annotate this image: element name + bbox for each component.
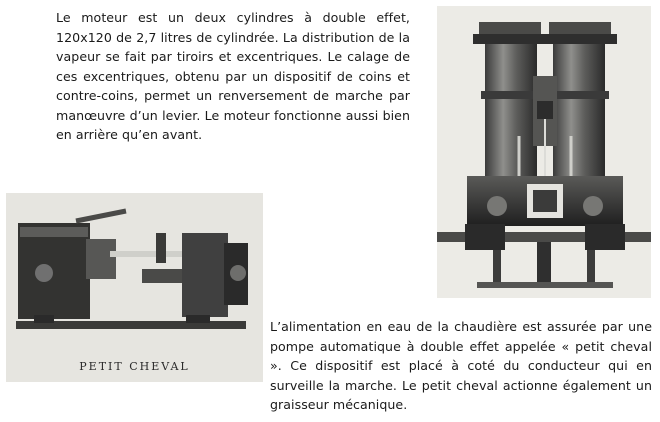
pump-caption: PETIT CHEVAL (79, 360, 190, 373)
twin-cylinder-engine-photo (437, 6, 651, 298)
engine-description-text: Le moteur est un deux cylindres à double effet, 120x120 de 2,7 litres de cylindrée. La distribution de la vapeur se fait par tiroirs et excentriques. Le calage de ces excentriques, obtenu par un dispositif de coins et contre-coins, permet un renversement de marche par manœuvre d’un levier. Le moteur fonctionne aussi bien en arrière qu’en avant. (56, 10, 410, 142)
pump-illustration (6, 193, 263, 353)
pump-description-paragraph (270, 317, 652, 415)
engine-illustration (437, 6, 651, 298)
petit-cheval-pump-photo (6, 193, 263, 382)
pump-description-text: L’alimentation en eau de la chaudière est assurée par une pompe automatique à double effet appelée « petit cheval ». Ce dispositif est placé à coté du conducteur qui en surveille la marche. Le petit cheval actionne également un graisseur mécanique. (270, 319, 652, 412)
engine-description-paragraph (56, 8, 410, 145)
